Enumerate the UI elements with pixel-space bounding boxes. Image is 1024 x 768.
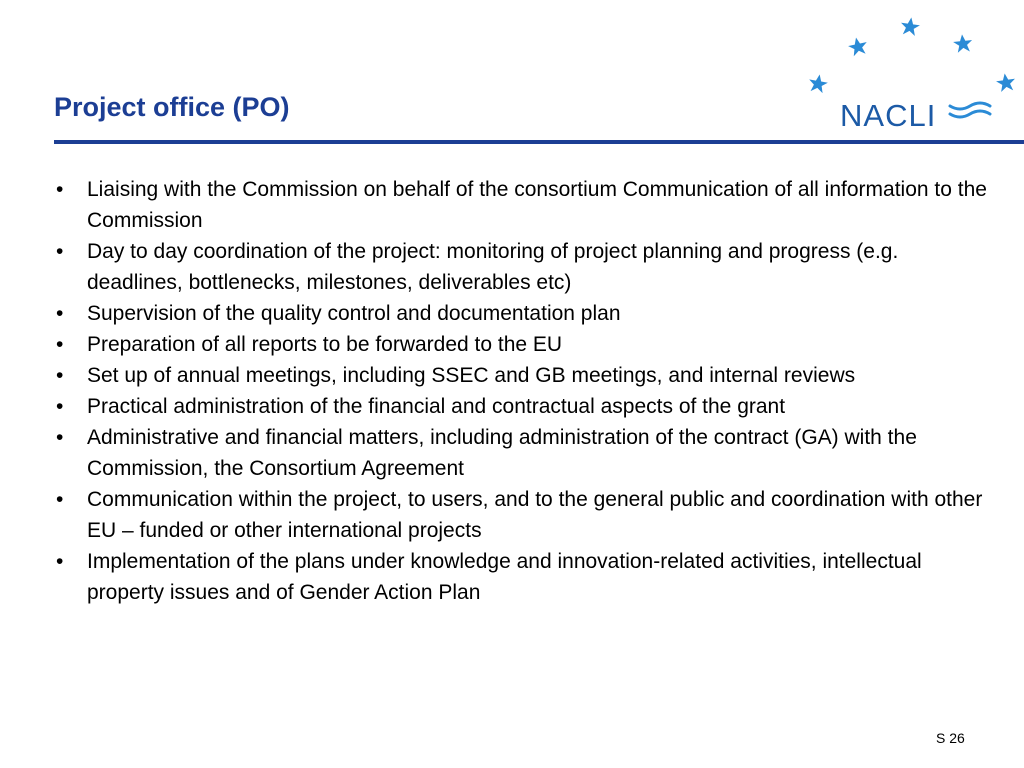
list-item	[54, 360, 994, 391]
bullet-marker: •	[56, 302, 64, 325]
list-item	[54, 391, 994, 422]
list-item-text: Communication within the project, to users, and to the general public and coordination with other EU – funded or other international projects	[87, 488, 983, 542]
bullet-marker: •	[56, 364, 64, 387]
list-item	[54, 329, 994, 360]
bullet-marker: •	[56, 488, 64, 511]
nacli-logo	[800, 8, 1024, 136]
slide-number: S 26	[936, 730, 965, 746]
bullet-marker: •	[56, 333, 64, 356]
list-item-text: Implementation of the plans under knowledge and innovation-related activities, intellectual property issues and of Gender Action Plan	[87, 550, 922, 604]
logo-wordmark: NACLI	[840, 98, 937, 133]
bullet-marker: •	[56, 426, 64, 449]
slide-title: Project office (PO)	[54, 92, 290, 122]
bullet-marker: •	[56, 240, 64, 263]
list-item-text: Set up of annual meetings, including SSEC and GB meetings, and internal reviews	[87, 364, 856, 387]
list-item-text: Practical administration of the financial and contractual aspects of the grant	[87, 395, 786, 418]
list-item	[54, 484, 994, 546]
bullet-marker: •	[56, 395, 64, 418]
list-item	[54, 174, 994, 236]
list-item-text: Supervision of the quality control and documentation plan	[87, 302, 621, 325]
list-item	[54, 546, 994, 608]
title-divider	[54, 140, 1024, 144]
bullet-list	[54, 174, 994, 608]
list-item-text: Preparation of all reports to be forwarded to the EU	[87, 333, 563, 356]
bullet-marker: •	[56, 178, 64, 201]
list-item-text: Liaising with the Commission on behalf of the consortium Communication of all information to the Commission	[87, 178, 987, 232]
list-item-text: Administrative and financial matters, including administration of the contract (GA) with the Commission, the Consortium Agreement	[87, 426, 917, 480]
list-item	[54, 422, 994, 484]
bullet-marker: •	[56, 550, 64, 573]
list-item-text: Day to day coordination of the project: monitoring of project planning and progress (e.g. deadlines, bottlenecks, milestones, deliverables etc)	[87, 240, 899, 294]
list-item	[54, 298, 994, 329]
logo-waves-icon	[950, 103, 990, 117]
list-item	[54, 236, 994, 298]
